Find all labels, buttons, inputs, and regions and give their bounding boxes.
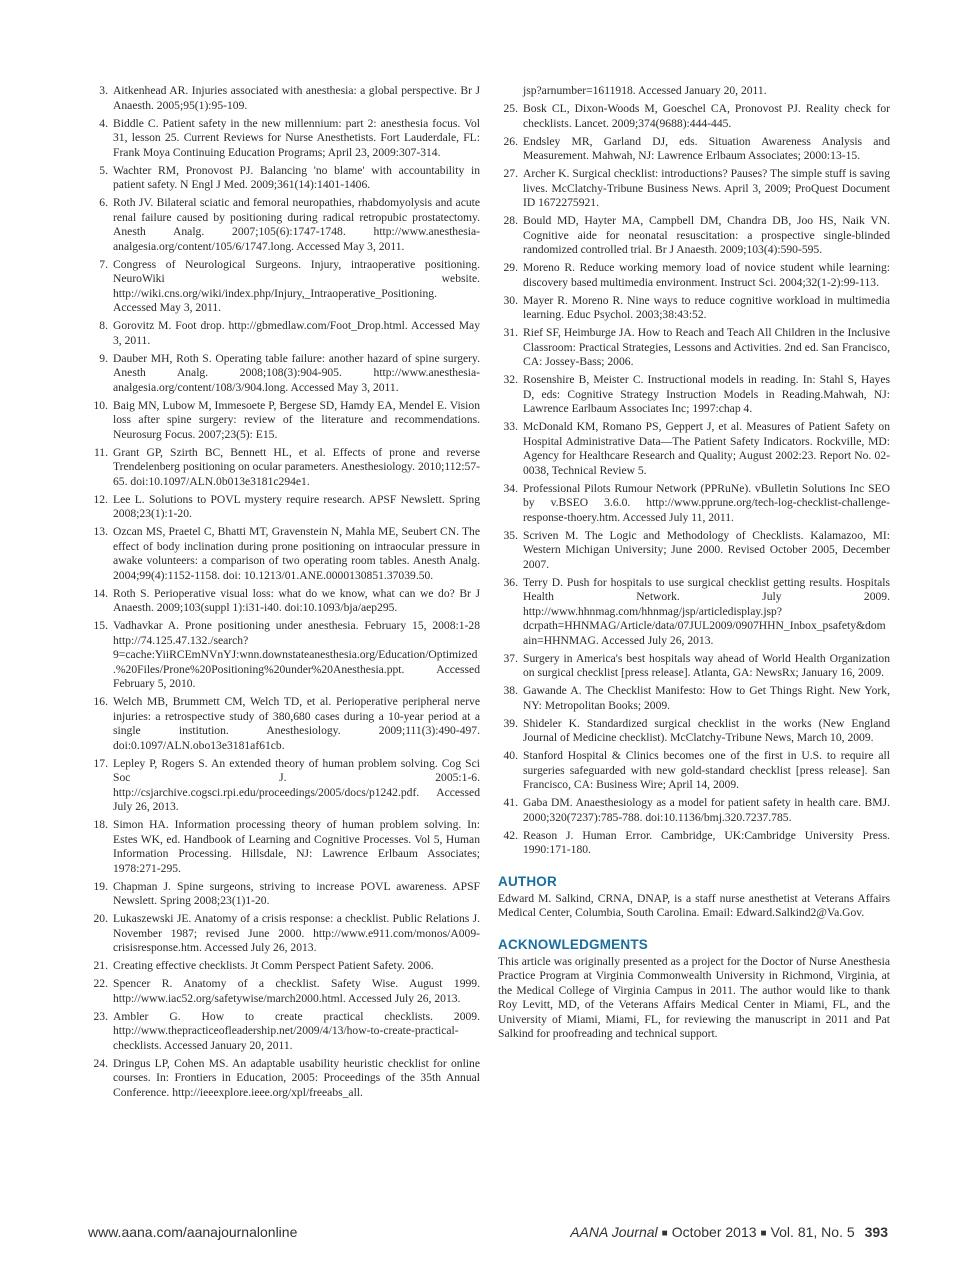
reference-number: 3. bbox=[99, 84, 108, 97]
reference-number: 21. bbox=[93, 959, 108, 972]
reference-text: Dauber MH, Roth S. Operating table failure: another hazard of spine surgery. Anesth Analg. 2008;108(3):904-905. http://www.anesthesia-analgesia.org/content/108/3/904.long. Accessed May 3, 2011. bbox=[113, 351, 480, 394]
reference-item bbox=[88, 164, 480, 193]
footer-citation bbox=[570, 1224, 888, 1240]
reference-item bbox=[88, 1057, 480, 1101]
reference-number: 31. bbox=[503, 326, 518, 339]
reference-text: Rief SF, Heimburge JA. How to Reach and Teach All Children in the Inclusive Classroom: Practical Strategies, Lessons and Activities. 2nd ed. San Francisco, CA: Jossey-Bass; 2006. bbox=[523, 326, 890, 368]
reference-text: Welch MB, Brummett CM, Welch TD, et al. Perioperative peripheral nerve injuries: a retrospective study of 380,680 cases during a 10-year period at a single institution. Anesthesiology. 2009;111(3):490-497. doi:0.1097/ALN.obo13e3181af61cb. bbox=[113, 695, 480, 752]
reference-item bbox=[88, 912, 480, 956]
reference-text: Rosenshire B, Meister C. Instructional models in reading. In: Stahl S, Hayes D, eds: Cognitive Strategy Instruction Models in Reading.Mahwah, NJ: Lawrence Earlbaum Associates Inc; 1997:chap 4. bbox=[523, 373, 890, 415]
reference-number: 41. bbox=[503, 796, 518, 809]
reference-text: Wachter RM, Pronovost PJ. Balancing 'no blame' with accountability in patient safety. N Engl J Med. 2009;361(14):1401-1406. bbox=[113, 163, 480, 191]
reference-item bbox=[88, 319, 480, 348]
reference-text: Aitkenhead AR. Injuries associated with anesthesia: a global perspective. Br J Anaesth. 2005;95(1):95-109. bbox=[113, 84, 480, 112]
reference-text: Surgery in America's best hospitals way ahead of World Health Organization on surgical checklist [press release]. Atlanta, GA: NewsRx; January 16, 2009. bbox=[523, 651, 890, 679]
reference-text: Endsley MR, Garland DJ, eds. Situation Awareness Analysis and Measurement. Mahwah, NJ: Lawrence Erlbaum Associates; 2000:13-15. bbox=[523, 134, 890, 162]
reference-text: Lukaszewski JE. Anatomy of a crisis response: a checklist. Public Relations J. November 1987; revised June 2000. http://www.e911.com/monos/A009-crisisresponse.htm. Accessed July 26, 2013. bbox=[113, 912, 480, 954]
volume-issue: Vol. 81, No. 5 bbox=[770, 1224, 855, 1240]
acknowledgments-text: This article was originally presented as a project for the Doctor of Nurse Anesthesia Practice Program at Virginia Commonwealth University in Richmond, Virginia, at the Medical College of Virginia Campus in 2011. The author would like to thank Roy Levitt, MD, of the Veterans Affairs Medical Center in Miami, FL, and the University of Miami, Miami, FL, for reviewing the manuscript in 2011 and Pat Salkind for proofreading and technical support. bbox=[498, 954, 890, 1040]
reference-list bbox=[498, 102, 890, 858]
reference-text: Lee L. Solutions to POVL mystery require research. APSF Newslett. Spring 2008;23(1):1-20. bbox=[113, 492, 480, 520]
reference-number: 42. bbox=[503, 828, 518, 842]
reference-number: 16. bbox=[93, 695, 108, 708]
reference-text: Roth S. Perioperative visual loss: what do we know, what can we do? Br J Anaesth. 2009;103(suppl 1):i31-i40. doi:10.1093/bja/aep295. bbox=[113, 586, 480, 614]
reference-text: Creating effective checklists. Jt Comm Perspect Patient Safety. 2006. bbox=[113, 959, 434, 972]
references-right-column bbox=[498, 84, 890, 1042]
reference-item bbox=[498, 576, 890, 649]
reference-text: Congress of Neurological Surgeons. Injury, intraoperative positioning. NeuroWiki website. http://wiki.cns.org/wiki/index.php/Injury,_Intraoperative_Positioning. Accessed May 3, 2011. bbox=[113, 257, 480, 314]
reference-number: 30. bbox=[503, 293, 518, 307]
reference-number: 28. bbox=[503, 214, 518, 227]
reference-item bbox=[498, 261, 890, 290]
reference-item bbox=[88, 880, 480, 909]
reference-item bbox=[88, 84, 480, 113]
reference-text: McDonald KM, Romano PS, Geppert J, et al. Measures of Patient Safety on Hospital Administrative Data—The Patient Safety Indicators. Rockville, MD: Agency for Healthcare Research and Quality; August 2002:23. Report No. 02-0038, Technical Review 5. bbox=[523, 420, 890, 477]
page-number: 393 bbox=[864, 1224, 888, 1240]
reference-item bbox=[498, 135, 890, 164]
reference-item bbox=[498, 420, 890, 478]
reference-item bbox=[498, 829, 890, 858]
reference-number: 24. bbox=[93, 1056, 108, 1070]
reference-number: 36. bbox=[503, 575, 518, 589]
reference-item bbox=[88, 196, 480, 254]
reference-item bbox=[498, 167, 890, 211]
reference-text: Shideler K. Standardized surgical checklist in the works (New England Journal of Medicine checklist). McClatchy-Tribune News, March 10, 2009. bbox=[523, 716, 890, 744]
acknowledgments-heading: ACKNOWLEDGMENTS bbox=[498, 936, 648, 952]
reference-item bbox=[88, 818, 480, 876]
reference-item bbox=[498, 482, 890, 526]
reference-text: Grant GP, Szirth BC, Bennett HL, et al. Effects of prone and reverse Trendelenberg positioning on ocular parameters. Anesthesiology. 2010;112:57-65. doi:10.1097/ALN.0b013e3181c294e1. bbox=[113, 445, 480, 488]
reference-text: Moreno R. Reduce working memory load of novice student while learning: discovery based multimedia environment. Instruct Sci. 2004;32(1-2):99-113. bbox=[523, 261, 890, 289]
reference-number: 23. bbox=[93, 1009, 108, 1023]
reference-item bbox=[88, 399, 480, 443]
reference-number: 18. bbox=[93, 818, 108, 831]
reference-number: 22. bbox=[93, 977, 108, 990]
reference-text: Ambler G. How to create practical checklists. 2009. http://www.thepracticeofleadership.net/2009/4/13/how-to-create-practical-checklists. Accessed January 20, 2011. bbox=[113, 1009, 480, 1052]
reference-item bbox=[498, 717, 890, 746]
reference-text: Ozcan MS, Praetel C, Bhatti MT, Gravenstein N, Mahla ME, Seubert CN. The effect of body inclination during prone positioning on intraocular pressure in awake volunteers: a comparison of two operating room tables. Anesth Analg. 2004;99(4):1152-1158. doi: 10.1213/01.ANE.0000130851.37039.50. bbox=[113, 525, 480, 582]
reference-item bbox=[88, 619, 480, 692]
reference-text: Archer K. Surgical checklist: introductions? Pauses? The simple stuff is saving lives. McClatchy-Tribune Business News. April 3, 2009; ProQuest Document ID 1672275921. bbox=[523, 167, 890, 209]
reference-number: 19. bbox=[93, 879, 108, 893]
reference-continuation bbox=[498, 84, 890, 99]
reference-text: Roth JV. Bilateral sciatic and femoral neuropathies, rhabdomyolysis and acute renal failure caused by positioning during radical retropubic prostatectomy. Anesth Analg. 2007;105(6):1747-1748. http://www.anesthesia-analgesia.org/content/105/6/1747.long. Accessed May 3, 2011. bbox=[113, 196, 480, 253]
reference-item bbox=[88, 695, 480, 753]
reference-item bbox=[498, 294, 890, 323]
reference-number: 6. bbox=[99, 196, 108, 209]
reference-number: 14. bbox=[93, 586, 108, 600]
reference-number: 25. bbox=[503, 102, 518, 115]
reference-number: 15. bbox=[93, 619, 108, 632]
reference-item bbox=[88, 352, 480, 396]
reference-list bbox=[88, 84, 480, 1100]
author-bio: Edward M. Salkind, CRNA, DNAP, is a staff nurse anesthetist at Veterans Affairs Medical Center, Columbia, South Carolina. Email: Edward.Salkind2@Va.Gov. bbox=[498, 891, 890, 919]
separator-icon: ■ bbox=[760, 1228, 767, 1239]
reference-number: 11. bbox=[93, 445, 108, 459]
reference-number: 8. bbox=[99, 319, 108, 332]
reference-number: 26. bbox=[503, 134, 518, 148]
journal-name: AANA Journal bbox=[570, 1224, 658, 1240]
reference-number: 20. bbox=[93, 912, 108, 925]
reference-item bbox=[498, 214, 890, 258]
reference-number: 5. bbox=[99, 163, 108, 177]
reference-item bbox=[88, 959, 480, 974]
reference-number: 37. bbox=[503, 651, 518, 665]
reference-text: Lepley P, Rogers S. An extended theory of human problem solving. Cog Sci Soc J. 2005:1-6. http://csjarchive.cogsci.rpi.edu/proceedings/2005/docs/p1242.pdf. Accessed July 26, 2013. bbox=[113, 756, 480, 813]
reference-number: 12. bbox=[93, 492, 108, 506]
reference-text: Stanford Hospital & Clinics becomes one of the first in U.S. to require all surgeries safeguarded with new gold-standard checklist [press release]. San Francisco, CA: Business Wire; April 14, 2009. bbox=[523, 749, 890, 791]
reference-number: 27. bbox=[503, 167, 518, 180]
reference-number: 9. bbox=[99, 351, 108, 365]
reference-item bbox=[88, 446, 480, 490]
reference-item bbox=[88, 977, 480, 1006]
reference-item bbox=[88, 493, 480, 522]
reference-text: Biddle C. Patient safety in the new millennium: part 2: anesthesia focus. Vol 31, lesson 25. Current Reviews for Nurse Anesthetists. Fort Lauderdale, FL: Frank Moya Continuing Education Programs; April 23, 2009:307-314. bbox=[113, 116, 480, 159]
reference-item bbox=[498, 529, 890, 573]
reference-text: Bould MD, Hayter MA, Campbell DM, Chandra DB, Joo HS, Naik VN. Cognitive aide for neonatal resuscitation: a prospective single-blinded randomized controlled trial. Br J Anaesth. 2009;103(4):590-595. bbox=[523, 214, 890, 256]
reference-text: Mayer R. Moreno R. Nine ways to reduce cognitive workload in multimedia learning. Educ Psychol. 2003;38:43:52. bbox=[523, 293, 890, 321]
reference-number: 34. bbox=[503, 481, 518, 495]
reference-item bbox=[88, 587, 480, 616]
reference-item bbox=[88, 525, 480, 583]
reference-text: Vadhavkar A. Prone positioning under anesthesia. February 15, 2008:1-28 http://74.125.47.132./search?9=cache:YiiRCEmNVnYJ:wnn.downstateanesthesia.org/Education/Optimized.%20Files/Prone%20Positioning%20under%20Anesthesia.ppt. Accessed February 5, 2010. bbox=[113, 619, 480, 690]
reference-text: Professional Pilots Rumour Network (PPRuNe). vBulletin Solutions Inc SEO by v.BSEO 3.6.0. http://www.pprune.org/tech-log-checklist-challenge-response-thoery.htm. Accessed July 11, 2011. bbox=[523, 481, 890, 524]
reference-text: Gaba DM. Anaesthesiology as a model for patient safety in health care. BMJ. 2000;320(7237):785-788. doi:10.1136/bmj.320.7237.785. bbox=[523, 796, 890, 824]
reference-text: Scriven M. The Logic and Methodology of Checklists. Kalamazoo, MI: Western Michigan University; June 2000. Revised October 2005, December 2007. bbox=[523, 528, 890, 571]
reference-number: 13. bbox=[93, 525, 108, 538]
reference-number: 7. bbox=[99, 257, 108, 271]
reference-item bbox=[498, 326, 890, 370]
reference-number: 32. bbox=[503, 373, 518, 386]
reference-number: 39. bbox=[503, 716, 518, 730]
reference-number: 17. bbox=[93, 756, 108, 770]
reference-item bbox=[498, 373, 890, 417]
reference-number: 40. bbox=[503, 749, 518, 762]
reference-text: Simon HA. Information processing theory of human problem solving. In: Estes WK, ed. Handbook of Learning and Cognitive Processes. Vol 5, Human Information Processing. Hillsdale, NJ: Lawrence Erlbaum Associates; 1978:271-295. bbox=[113, 818, 480, 875]
reference-text: Gawande A. The Checklist Manifesto: How to Get Things Right. New York, NY: Metropolitan Books; 2009. bbox=[523, 684, 890, 712]
reference-item bbox=[498, 684, 890, 713]
reference-text: Gorovitz M. Foot drop. http://gbmedlaw.com/Foot_Drop.html. Accessed May 3, 2011. bbox=[113, 319, 480, 347]
reference-text: Baig MN, Lubow M, Immesoete P, Bergese SD, Hamdy EA, Mendel E. Vision loss after spine surgery: review of the literature and recommendations. Neurosurg Focus. 2007;23(5): E15. bbox=[113, 398, 480, 441]
references-left-column bbox=[88, 84, 480, 1104]
reference-text: Dringus LP, Cohen MS. An adaptable usability heuristic checklist for online courses. In: Frontiers in Education, 2005: Proceedings of the 35th Annual Conference. http://ieeexplore.ieee.org/xpl/freeabs_all. bbox=[113, 1056, 480, 1099]
reference-text: Reason J. Human Error. Cambridge, UK:Cambridge University Press. 1990:171-180. bbox=[523, 828, 890, 856]
reference-number: 4. bbox=[99, 116, 108, 130]
reference-number: 38. bbox=[503, 684, 518, 697]
separator-icon: ■ bbox=[661, 1228, 668, 1239]
reference-item bbox=[88, 258, 480, 316]
reference-item bbox=[88, 1010, 480, 1054]
reference-text: Spencer R. Anatomy of a checklist. Safety Wise. August 1999. http://www.iac52.org/safetywise/march2000.html. Accessed July 26, 2013. bbox=[113, 977, 480, 1005]
reference-number: 33. bbox=[503, 420, 518, 433]
reference-number: 35. bbox=[503, 528, 518, 542]
reference-item bbox=[498, 749, 890, 793]
reference-number: 10. bbox=[93, 398, 108, 412]
author-heading: AUTHOR bbox=[498, 873, 557, 889]
reference-item bbox=[498, 652, 890, 681]
footer-website: www.aana.com/aanajournalonline bbox=[88, 1224, 298, 1240]
issue-date: October 2013 bbox=[671, 1224, 757, 1240]
reference-number: 29. bbox=[503, 261, 518, 274]
reference-item bbox=[498, 102, 890, 131]
reference-item bbox=[88, 757, 480, 815]
reference-text: Terry D. Push for hospitals to use surgical checklist getting results. Hospitals Health Network. July 2009. http://www.hhnmag.com/hhnmag/jsp/articledisplay.jsp?dcrpath=HHNMAG/Article/data/07JUL2009/0907HHN_Inbox_psafety&domain=HHNMAG. Accessed July 26, 2013. bbox=[523, 575, 890, 647]
reference-text: jsp?arnumber=1611918. Accessed January 20, 2011. bbox=[523, 84, 767, 97]
reference-text: Chapman J. Spine surgeons, striving to increase POVL awareness. APSF Newslett. Spring 2008;23(1)1-20. bbox=[113, 879, 480, 907]
reference-item bbox=[498, 796, 890, 825]
reference-item bbox=[88, 117, 480, 161]
reference-text: Bosk CL, Dixon-Woods M, Goeschel CA, Pronovost PJ. Reality check for checklists. Lancet. 2009;374(9688):444-445. bbox=[523, 102, 890, 130]
